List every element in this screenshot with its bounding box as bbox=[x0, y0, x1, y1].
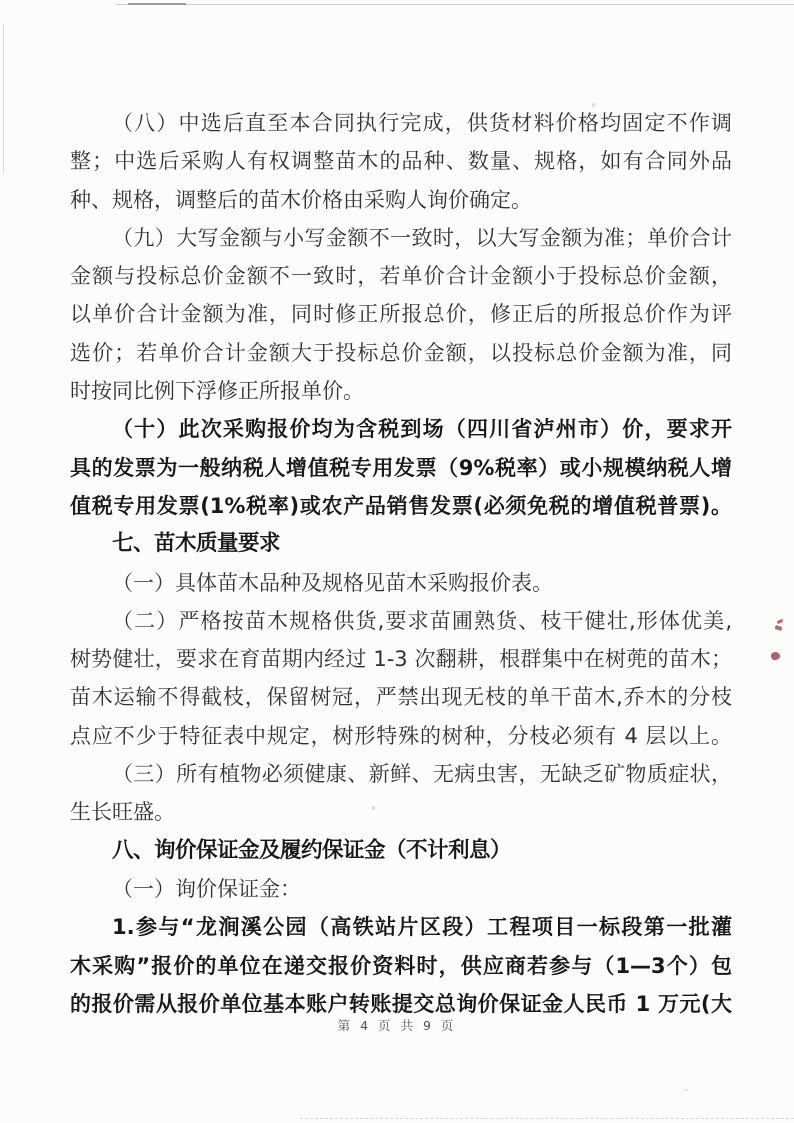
paragraph-clause-8 bbox=[70, 104, 732, 219]
text-line: （二）严格按苗木规格供货,要求苗圃熟货、枝干健壮,形体优美, bbox=[112, 608, 732, 633]
text-line: （一）询价保证金： bbox=[112, 876, 301, 901]
scan-edge-top-dark-segment bbox=[128, 3, 186, 5]
paragraph-clause-7-3 bbox=[70, 755, 732, 832]
red-pen-mark bbox=[777, 619, 784, 624]
text-line: 选价；若单价合计金额大于投标总价金额，以投标总价金额为准，同 bbox=[70, 340, 732, 365]
page-number: 第 4 页 共 9 页 bbox=[337, 1018, 457, 1033]
scan-edge-left bbox=[3, 24, 4, 174]
paragraph-clause-8-1 bbox=[70, 870, 732, 908]
text-line: 以单价合计金额为准，同时修正所报总价，修正后的所报总价作为评 bbox=[70, 302, 732, 327]
section-8-heading bbox=[70, 832, 732, 870]
text-line: （十）此次采购报价均为含税到场（四川省泸州市）价，要求开 bbox=[112, 417, 732, 442]
paragraph-clause-9 bbox=[70, 219, 732, 410]
heading-line: 八、询价保证金及履约保证金（不计利息） bbox=[112, 837, 512, 863]
text-line: 生长旺盛。 bbox=[70, 800, 175, 825]
paragraph-clause-10 bbox=[70, 410, 732, 525]
red-pen-mark bbox=[770, 651, 781, 661]
text-line: 树势健壮，要求在育苗期内经过 1-3 次翻耕，根群集中在树蔸的苗木； bbox=[70, 647, 732, 672]
text-line: 整；中选后采购人有权调整苗木的品种、数量、规格，如有合同外品 bbox=[70, 149, 732, 174]
text-line: 具的发票为一般纳税人增值税专用发票（9%税率）或小规模纳税人增 bbox=[70, 455, 732, 480]
section-7-heading bbox=[70, 525, 732, 563]
text-line: （三）所有植物必须健康、新鲜、无病虫害，无缺乏矿物质症状， bbox=[112, 762, 732, 787]
text-line: 金额与投标总价金额不一致时，若单价合计金额小于投标总价金额， bbox=[70, 264, 732, 289]
scan-edge-top bbox=[116, 4, 794, 5]
scan-edge-bottom bbox=[300, 1118, 794, 1119]
paragraph-clause-7-1 bbox=[70, 564, 732, 602]
paragraph-clause-8-2 bbox=[70, 908, 732, 1023]
text-line: 值税专用发票(1%税率)或农产品销售发票(必须免税的增值税普票)。 bbox=[70, 493, 732, 518]
text-line: （一）具体苗木品种及规格见苗木采购报价表。 bbox=[112, 570, 553, 595]
paragraph-clause-7-2 bbox=[70, 602, 732, 755]
text-line: 种、规格，调整后的苗木价格由采购人询价确定。 bbox=[70, 187, 532, 212]
text-line: 点应不少于特征表中规定，树形特殊的树种，分枝必须有 4 层以上。 bbox=[70, 723, 732, 748]
red-pen-mark bbox=[775, 625, 783, 631]
document-text-column bbox=[70, 104, 732, 1023]
text-line: 1.参与“龙涧溪公园（高铁站片区段）工程项目一标段第一批灌 bbox=[112, 915, 732, 940]
text-line: 时按同比例下浮修正所报单价。 bbox=[70, 379, 364, 404]
text-line: 木采购”报价的单位在递交报价资料时，供应商若参与（1—3个）包 bbox=[70, 953, 732, 978]
scan-speck bbox=[683, 1089, 688, 1091]
text-line: （八）中选后直至本合同执行完成，供货材料价格均固定不作调 bbox=[112, 111, 732, 135]
heading-line: 七、苗木质量要求 bbox=[112, 531, 281, 557]
text-line: 苗木运输不得截枝，保留树冠，严禁出现无枝的单干苗木,乔木的分枝 bbox=[70, 685, 732, 710]
text-line: （九）大写金额与小写金额不一致时，以大写金额为准；单价合计 bbox=[112, 225, 732, 250]
text-line: 的报价需从报价单位基本账户转账提交总询价保证金人民币 1 万元(大 bbox=[70, 991, 732, 1016]
